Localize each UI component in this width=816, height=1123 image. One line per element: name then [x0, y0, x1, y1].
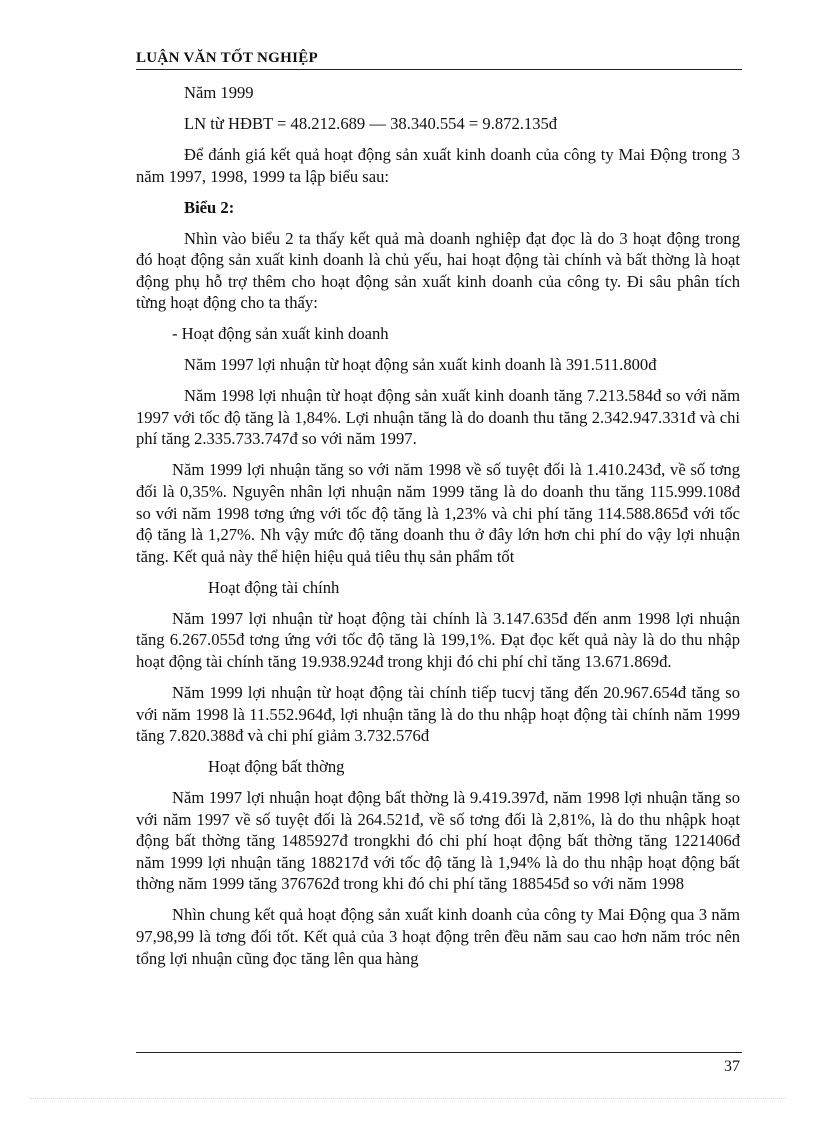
- paragraph-ln-hdbt: LN từ HĐBT = 48.212.689 — 38.340.554 = 9.872.135đ: [184, 113, 558, 133]
- section-heading-extraordinary: Hoạt động bất thờng: [208, 757, 345, 777]
- section-heading-finance: Hoạt động tài chính: [208, 577, 340, 597]
- paragraph-year-1999: Năm 1999: [184, 83, 254, 102]
- document-body: [136, 82, 740, 979]
- paragraph-conclusion: Nhìn chung kết quả hoạt động sản xuất kinh doanh của công ty Mai Động qua 3 năm 97,98,99 là tơng đối tốt. Kết quả của 3 hoạt động trên đều năm sau cao hơn năm tróc nên tổng lợi nhuận cũng đọc tăng lên qua hàng: [136, 905, 740, 968]
- paragraph-extraordinary: Năm 1997 lợi nhuận hoạt động bất thờng là 9.419.397đ, năm 1998 lợi nhuận tăng so với năm 1997 về số tuyệt đối là 264.521đ, về số tơng đối là 2,81%, là do thu nhậpk hoạt động bất thờng tăng 1485927đ trongkhi đó chi phí hoạt động bất thờng tăng 1221406đ năm 1999 lợi nhuận tăng 188217đ với tốc độ tăng là 1,94% là do thu nhập hoạt động bất thờng năm 1999 tăng 376762đ trong khi đó chi phí tăng 188545đ so với năm 1998: [136, 788, 740, 894]
- paragraph-finance-1999: Năm 1999 lợi nhuận từ hoạt động tài chính tiếp tucvj tăng đến 20.967.654đ tăng so với năm 1998 là 11.552.964đ, lợi nhuận tăng là do thu nhập hoạt động tài chính năm 1999 tăng 7.820.388đ và chi phí giảm 3.732.576đ: [136, 682, 740, 746]
- paragraph-production-1999: Năm 1999 lợi nhuận tăng so với năm 1998 về số tuyệt đối là 1.410.243đ, về số tơng đối là 0,35%. Nguyên nhân lợi nhuận năm 1999 tăng là do doanh thu tăng 115.999.108đ so với năm 1998 tơng ứng với tốc độ tăng là 1,23% và chi phí tăng 114.588.865đ với tốc độ tăng là 1,27%. Nh vậy mức độ tăng doanh thu ở đây lớn hơn chi phí do vậy lợi nhuận tăng. Kết quả này thể hiện hiệu quả tiêu thụ sản phẩm tốt: [136, 460, 740, 566]
- footer-rule: [136, 1052, 742, 1053]
- header-title: LUẬN VĂN TỐT NGHIỆP: [136, 50, 318, 66]
- paragraph-intro: Để đánh giá kết quả hoạt động sản xuất kinh doanh của công ty Mai Động trong 3 năm 1997, 1998, 1999 ta lập biểu sau:: [136, 144, 740, 186]
- page-number: 37: [724, 1058, 740, 1075]
- paragraph-production-1998: Năm 1998 lợi nhuận từ hoạt động sản xuất kinh doanh tăng 7.213.584đ so với năm 1997 với tốc độ tăng là 1,84%. Lợi nhuận tăng là do doanh thu tăng 2.342.947.331đ và chi phí tăng 2.335.733.747đ so với năm 1997.: [136, 386, 740, 449]
- page-bottom-divider: [30, 1098, 786, 1099]
- running-header: [136, 50, 742, 70]
- section-heading-production: - Hoạt động sản xuất kinh doanh: [172, 324, 389, 344]
- paragraph-production-1997: Năm 1997 lợi nhuận từ hoạt động sản xuất kinh doanh là 391.511.800đ: [184, 355, 657, 375]
- table-caption: Biểu 2:: [184, 197, 235, 217]
- paragraph-finance-1997: Năm 1997 lợi nhuận từ hoạt động tài chính là 3.147.635đ đến anm 1998 lợi nhuận tăng 6.267.055đ tơng ứng với tốc độ tăng là 199,1%. Đạt đọc kết quả này là do thu nhập hoạt động tài chính tăng 19.938.924đ trong khji đó chi phí chỉ tăng 13.671.869đ.: [136, 608, 740, 671]
- paragraph-overview: Nhìn vào biểu 2 ta thấy kết quả mà doanh nghiệp đạt đọc là do 3 hoạt động trong đó hoạt động sản xuất kinh doanh là chủ yếu, hai hoạt động tài chính và bất thờng là hoạt động phụ hỗ trợ thêm cho hoạt động sản xuất kinh doanh của công ty. Đi sâu phân tích từng hoạt động cho ta thấy:: [136, 228, 740, 313]
